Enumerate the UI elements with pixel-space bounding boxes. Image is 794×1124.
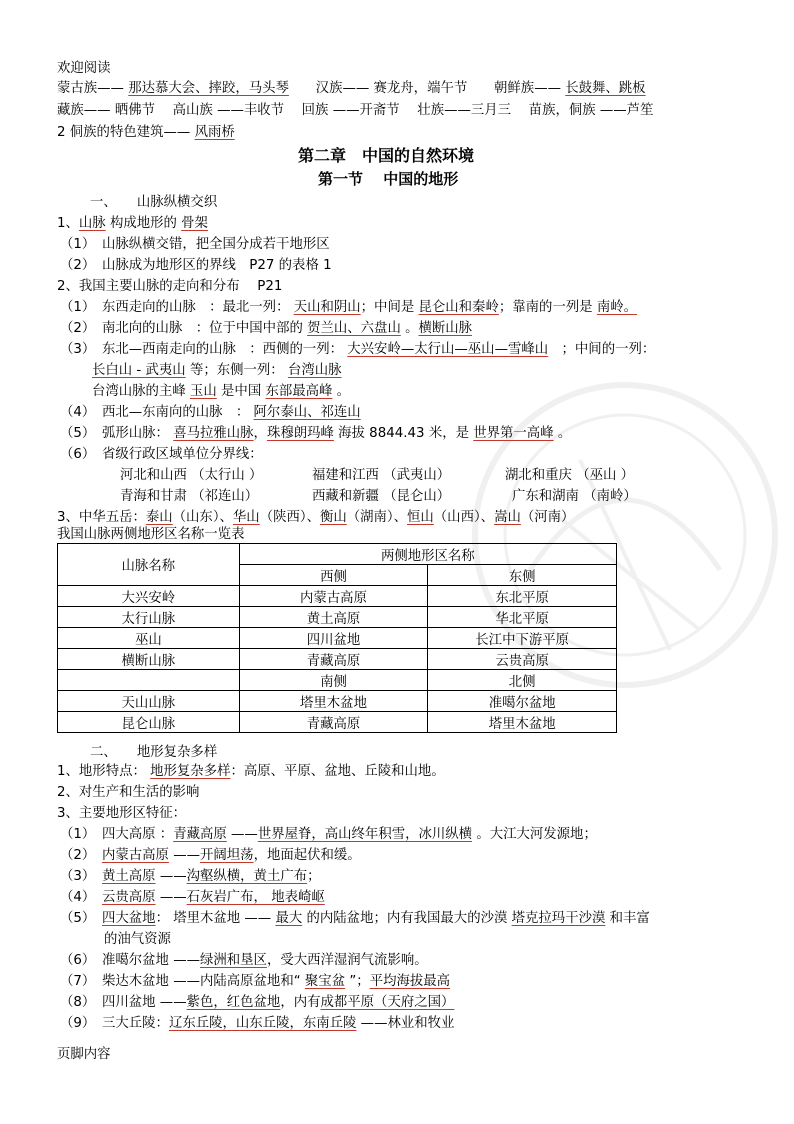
ethnic-line-2: 藏族—— 晒佛节 高山族 ——丰收节 回族 ——开斋节 壮族——三月三 苗族，侗族 ——芦笙	[57, 103, 654, 118]
table-row	[58, 670, 617, 691]
p2-2: （2） 南北向的山脉 ：位于中国中部的 贺兰山、六盘山 。横断山脉	[60, 321, 473, 336]
ethnic-line-1: 蒙古族—— 那达慕大会、摔跤，马头琴 汉族—— 赛龙舟，端午节 朝鲜族—— 长鼓舞、跳板	[57, 81, 646, 96]
table-cell-empty	[58, 670, 240, 691]
table-cell: 横断山脉	[58, 649, 240, 670]
p2: 2、我国主要山脉的走向和分布 P21	[57, 279, 283, 294]
table-cell: 四川盆地	[239, 628, 428, 649]
table-cell: 青藏高原	[239, 649, 428, 670]
feature-1: （1） 四大高原 ：青藏高原 ——世界屋脊，高山终年积雪，冰川纵横 。大江大河发源地；	[60, 827, 597, 842]
table-row	[58, 691, 617, 712]
table-cell: 准噶尔盆地	[428, 691, 617, 712]
page-footer: 页脚内容	[57, 1047, 111, 1062]
boundary-2-2: 西藏和新疆 （昆仑山）	[312, 489, 451, 504]
table-cell: 塔里木盆地	[428, 712, 617, 733]
boundary-1-1: 河北和山西 （太行山 ）	[120, 468, 263, 483]
q3: 3、主要地形区特征：	[57, 806, 187, 821]
table-header-east: 东侧	[428, 565, 617, 586]
p2-4: （4） 西北—东南向的山脉 ： 阿尔泰山、祁连山	[60, 405, 361, 420]
table-cell: 云贵高原	[428, 649, 617, 670]
p3-five-mountains: 3、中华五岳：泰山（山东）、华山（陕西）、衡山（湖南）、恒山（山西）、嵩山（河南）	[57, 510, 575, 525]
feature-7: （7） 柴达木盆地 ——内陆高原盆地和“ 聚宝盆 ”；平均海拔最高	[60, 974, 451, 989]
table-cell: 昆仑山脉	[58, 712, 240, 733]
table-caption: 我国山脉两侧地形区名称一览表	[57, 527, 245, 542]
table-cell: 华北平原	[428, 607, 617, 628]
feature-2: （2） 内蒙古高原 ——开阔坦荡，地面起伏和缓。	[60, 848, 361, 863]
table-cell: 长江中下游平原	[428, 628, 617, 649]
p2-3c: 台湾山脉的主峰 玉山 是中国 东部最高峰 。	[92, 384, 351, 399]
table-cell: 太行山脉	[58, 607, 240, 628]
welcome-text: 欢迎阅读	[57, 61, 111, 76]
mountain-table	[57, 543, 617, 733]
section-title: 第一节 中国的地形	[318, 170, 459, 188]
boundary-2-3: 广东和湖南 （南岭）	[512, 489, 637, 504]
q1: 1、地形特点： 地形复杂多样：高原、平原、盆地、丘陵和山地。	[57, 764, 445, 779]
chapter-title: 第二章 中国的自然环境	[298, 146, 475, 165]
p2-5: （5） 弧形山脉： 喜马拉雅山脉，珠穆朗玛峰 海拔 8844.43 米，是 世界第一高峰 。	[60, 426, 572, 441]
p1-item-2: （2） 山脉成为地形区的界线 P27 的表格 1	[60, 258, 332, 273]
p1-item-1: （1） 山脉纵横交错，把全国分成若干地形区	[60, 237, 330, 252]
feature-8: （8） 四川盆地 ——紫色，红色盆地，内有成都平原（天府之国）	[60, 995, 455, 1010]
feature-4: （4） 云贵高原 ——石灰岩广布， 地表崎岖	[60, 890, 325, 905]
table-header-mountain: 山脉名称	[58, 544, 240, 586]
table-row	[58, 544, 617, 565]
table-header-group: 两侧地形区名称	[239, 544, 616, 565]
table-row	[58, 628, 617, 649]
p2-1: （1） 东西走向的山脉 ：最北一列： 天山和阴山；中间是 昆仑山和秦岭；靠南的一列是 南岭。	[60, 300, 638, 315]
part1-heading: 一、 山脉纵横交织	[90, 195, 218, 210]
table-cell: 巫山	[58, 628, 240, 649]
table-cell: 内蒙古高原	[239, 586, 428, 607]
table-cell: 黄土高原	[239, 607, 428, 628]
table-row	[58, 712, 617, 733]
table-header-west: 西侧	[239, 565, 428, 586]
p2-6: （6） 省级行政区域单位分界线：	[60, 447, 263, 462]
table-cell: 青藏高原	[239, 712, 428, 733]
table-header-south: 南侧	[239, 670, 428, 691]
boundary-2-1: 青海和甘肃 （祁连山）	[120, 489, 259, 504]
feature-3: （3） 黄土高原 ——沟壑纵横，黄土广布；	[60, 869, 321, 884]
feature-5: （5） 四大盆地： 塔里木盆地 —— 最大 的内陆盆地；内有我国最大的沙漠 塔克拉玛干沙漠 和丰富	[60, 911, 650, 926]
p2-3b: 长白山 - 武夷山 等；东侧一列： 台湾山脉	[92, 363, 342, 378]
dong-building-line: 2 侗族的特色建筑—— 风雨桥	[57, 125, 235, 140]
q2: 2、对生产和生活的影响	[57, 785, 200, 800]
table-row	[58, 586, 617, 607]
p2-3: （3） 东北—西南走向的山脉 ：西侧的一列： 大兴安岭—太行山—巫山—雪峰山 ；中间的一列：	[60, 342, 656, 357]
table-cell: 天山山脉	[58, 691, 240, 712]
table-row	[58, 607, 617, 628]
feature-6: （6） 准噶尔盆地 ——绿洲和垦区，受大西洋湿润气流影响。	[60, 953, 428, 968]
boundary-1-3: 湖北和重庆 （巫山 ）	[505, 468, 635, 483]
table-row	[58, 649, 617, 670]
feature-9: （9） 三大丘陵：辽东丘陵，山东丘陵，东南丘陵 ——林业和牧业	[60, 1016, 455, 1031]
table-cell: 大兴安岭	[58, 586, 240, 607]
table-header-north: 北侧	[428, 670, 617, 691]
table-cell: 塔里木盆地	[239, 691, 428, 712]
p1: 1、山脉 构成地形的 骨架	[57, 216, 208, 231]
part2-heading: 二、 地形复杂多样	[90, 745, 218, 760]
feature-5b: 的油气资源	[104, 932, 171, 947]
table-cell: 东北平原	[428, 586, 617, 607]
boundary-1-2: 福建和江西 （武夷山）	[312, 468, 451, 483]
